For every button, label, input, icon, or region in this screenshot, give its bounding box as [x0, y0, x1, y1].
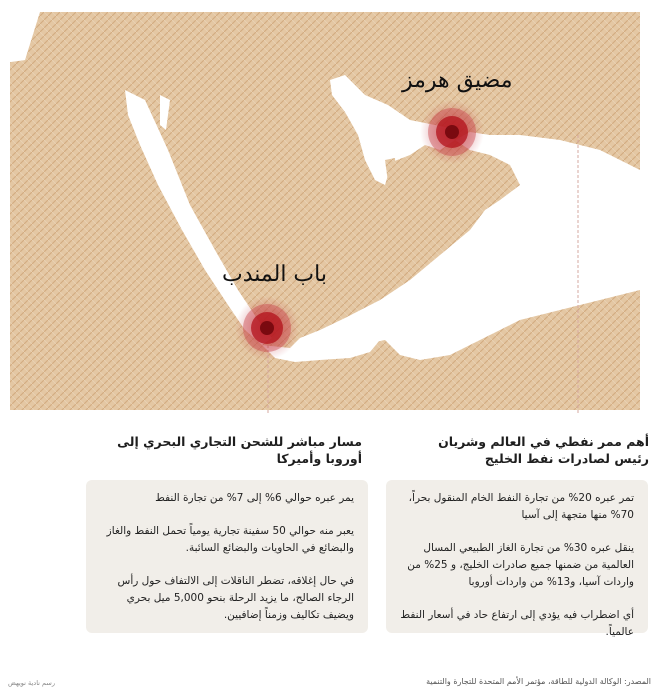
mandeb-marker: [235, 296, 299, 360]
credit-note: رسم نادية نويهض: [8, 679, 55, 687]
hormuz-facts-card: [386, 480, 648, 638]
mandeb-facts-card: [86, 480, 368, 633]
hormuz-fact: تمر عبره 20% من تجارة النفط الخام المنقول بحراً، 70% منها متجهة إلى آسيا: [408, 492, 634, 521]
mandeb-label: باب المندب: [222, 262, 327, 287]
mandeb-fact: يمر عبره حوالي 6% إلى 7% من تجارة النفط: [155, 492, 354, 504]
hormuz-panel-title: أهم ممر نفطي في العالم وشريان رئيس لصادرات نفط الخليج: [438, 434, 649, 466]
mandeb-fact: يعبر منه حوالي 50 سفينة تجارية يومياً تحمل النفط والغاز والبضائع في الحاويات والبضائع السائبة.: [106, 525, 354, 554]
hormuz-fact: أي اضطراب فيه يؤدي إلى ارتفاع حاد في أسعار النفط عالمياً.: [400, 609, 634, 638]
source-note: المصدر: الوكالة الدولية للطاقة، مؤتمر الأمم المتحدة للتجارة والتنمية: [426, 677, 651, 686]
hormuz-label: مضيق هرمز: [402, 68, 513, 93]
mandeb-fact: في حال إغلاقه، تضطر الناقلات إلى الالتفاف حول رأس الرجاء الصالح، ما يزيد الرحلة بنحو 5,000 ميل بحري ويضيف تكاليف وزمناً إضافيين.: [117, 575, 354, 621]
mandeb-panel-title: مسار مباشر للشحن التجاري البحري إلى أوروبا وأميركا: [117, 434, 362, 466]
hormuz-marker: [420, 100, 484, 164]
hormuz-fact: ينقل عبره 30% من تجارة الغاز الطبيعي المسال العالمية من ضمنها جميع صادرات الخليج، و 25% من واردات آسيا، و13% من واردات أوروبا: [407, 542, 634, 588]
